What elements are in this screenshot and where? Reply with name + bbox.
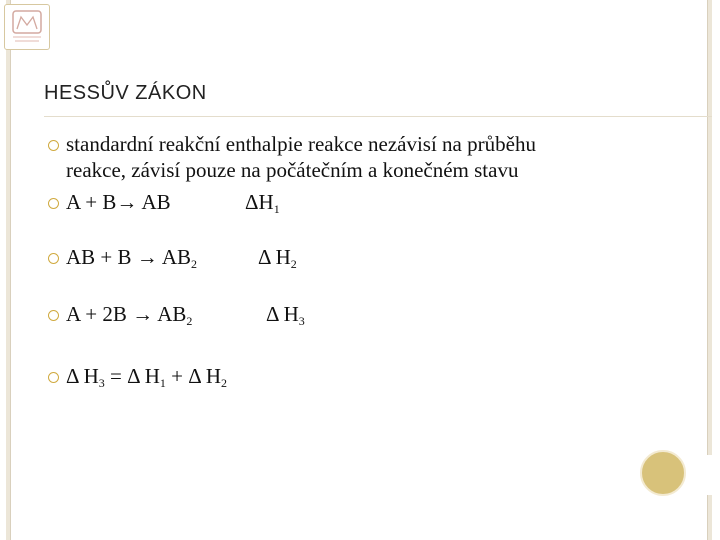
equation-right: AB bbox=[141, 190, 171, 214]
term-1-subscript: 3 bbox=[98, 376, 105, 390]
slide-frame-left bbox=[6, 0, 11, 540]
enthalpy-letter: H bbox=[278, 302, 299, 326]
page-title: HESSŮV ZÁKON bbox=[44, 82, 207, 104]
bullet-text-line2: reakce, závisí pouze na počátečním a konečném stavu bbox=[66, 158, 519, 182]
delta-symbol: Δ bbox=[245, 190, 259, 214]
delta-symbol: Δ bbox=[258, 245, 271, 269]
equation-left: A + B bbox=[66, 190, 117, 214]
delta-symbol: Δ bbox=[266, 302, 279, 326]
equation-left: A + 2B bbox=[66, 302, 133, 326]
bullet-marker-icon bbox=[48, 140, 59, 151]
enthalpy-letter: H bbox=[258, 190, 274, 214]
term-2-subscript: 1 bbox=[159, 376, 166, 390]
bullet-marker-icon bbox=[48, 372, 59, 383]
hess-law-equation bbox=[66, 363, 227, 396]
enthalpy-label-2 bbox=[258, 244, 297, 277]
bullet-text-continued bbox=[66, 157, 518, 183]
equation-reaction-1 bbox=[66, 189, 171, 215]
bullet-text-line1: standardní reakční enthalpie reakce nezávisí na průběhu bbox=[66, 132, 536, 156]
equation-right: AB bbox=[157, 245, 192, 269]
university-seal-logo bbox=[4, 4, 50, 50]
slide-frame-right bbox=[707, 0, 712, 455]
equation-left: AB + B bbox=[66, 245, 137, 269]
term-2: = Δ H bbox=[104, 364, 160, 388]
equation-subscript: 2 bbox=[186, 314, 193, 328]
equation-reaction-2 bbox=[66, 244, 197, 277]
title-divider bbox=[44, 116, 712, 117]
equation-subscript: 2 bbox=[191, 257, 198, 271]
bullet-marker-icon bbox=[48, 310, 59, 321]
arrow-icon: → bbox=[136, 245, 158, 269]
equation-reaction-3 bbox=[66, 301, 192, 334]
arrow-icon: → bbox=[116, 190, 138, 214]
enthalpy-subscript: 1 bbox=[273, 202, 280, 216]
enthalpy-subscript: 3 bbox=[298, 314, 305, 328]
term-1: Δ H bbox=[66, 364, 99, 388]
enthalpy-subscript: 2 bbox=[290, 257, 297, 271]
enthalpy-label-1 bbox=[245, 189, 280, 222]
bullet-marker-icon bbox=[48, 198, 59, 209]
enthalpy-letter: H bbox=[270, 245, 291, 269]
decorative-circle bbox=[640, 450, 686, 496]
bullet-marker-icon bbox=[48, 253, 59, 264]
equation-right: AB bbox=[153, 302, 187, 326]
arrow-icon: → bbox=[132, 302, 154, 326]
enthalpy-label-3 bbox=[266, 301, 305, 334]
slide-frame-right-bottom bbox=[707, 495, 712, 540]
term-3: + Δ H bbox=[165, 364, 221, 388]
term-3-subscript: 2 bbox=[220, 376, 227, 390]
bullet-text bbox=[66, 131, 536, 157]
